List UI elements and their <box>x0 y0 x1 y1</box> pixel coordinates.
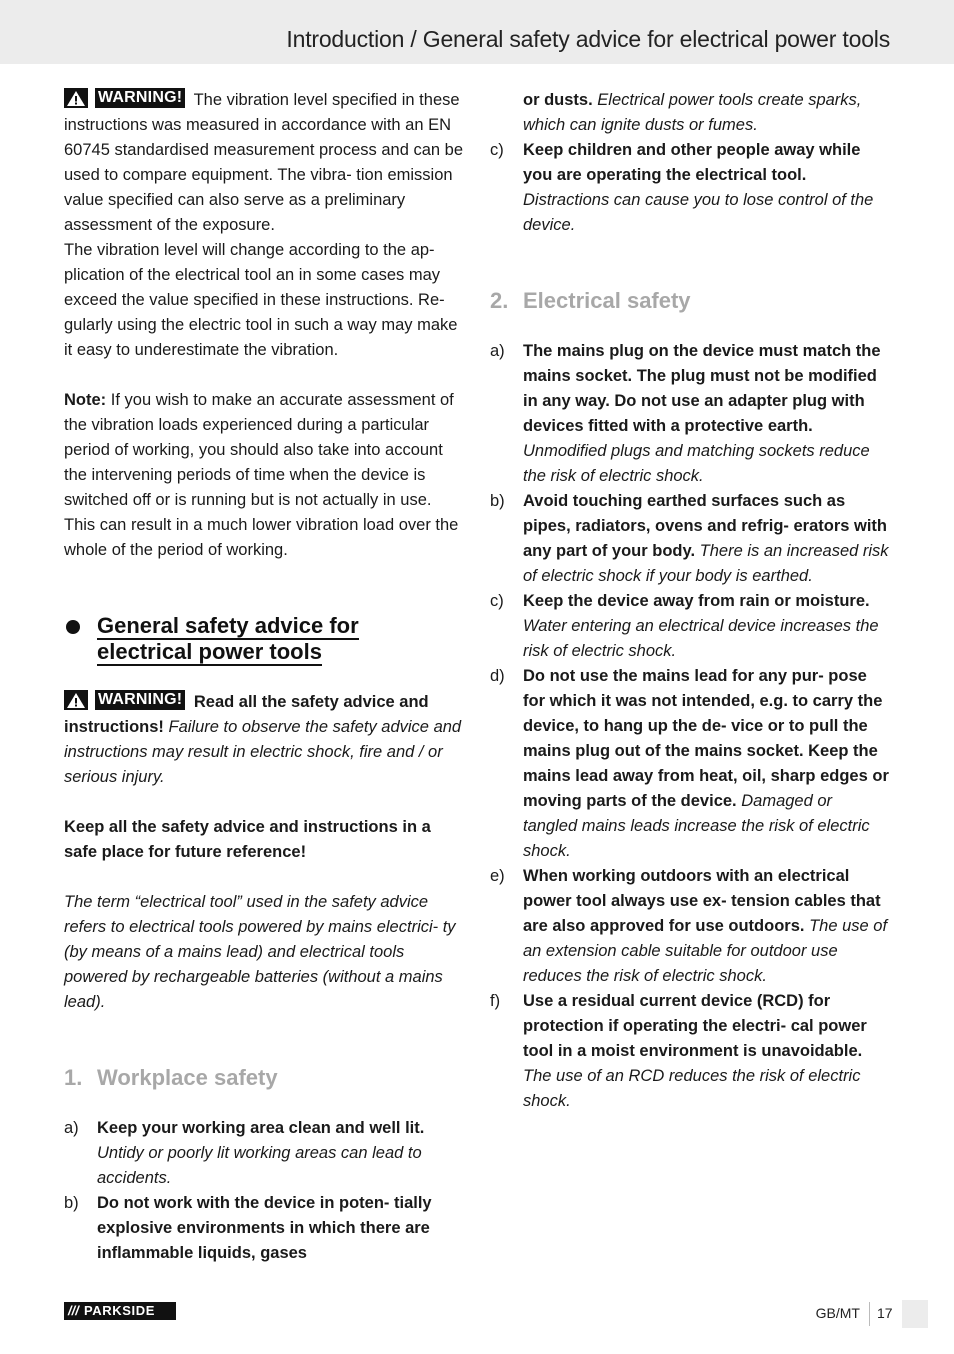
list-item-bold: When working outdoors with an electrical power tool always use ex- tension cables that are also approved for use outdoors. <box>523 867 881 935</box>
list-item-italic: Unmodified plugs and matching sockets reduce the risk of electric shock. <box>523 442 870 485</box>
list-item-label: b) <box>64 1194 79 1212</box>
list-item-italic: Untidy or poorly lit working areas can lead to accidents. <box>97 1144 422 1187</box>
list-item-bold: Do not use the mains lead for any pur- pose for which it was not intended, e.g. to carry the device, to hang up the de- vice or to pull the mains plug out of the mains socket. Keep the mains lead away from heat, oil, sharp edges or moving parts of the device. <box>523 667 889 810</box>
warning-badge <box>64 690 185 710</box>
list-item-italic: Water entering an electrical device increases the risk of electric shock. <box>523 617 879 660</box>
list-item-bold: Keep the device away from rain or moisture. <box>523 592 870 610</box>
list-item-italic: The use of an RCD reduces the risk of electric shock. <box>523 1067 861 1110</box>
list-item-italic: Electrical power tools create sparks, which can ignite dusts or fumes. <box>523 91 862 134</box>
heading-electrical-safety <box>490 288 890 314</box>
list-item-label: c) <box>490 141 504 159</box>
list-item-bold: Use a residual current device (RCD) for protection if operating the electri- cal power tool in a moist environment is unavoidable. <box>523 992 867 1060</box>
heading-number: 2. <box>490 288 509 313</box>
list-item-italic: There is an increased risk of electric shock if your body is earthed. <box>523 542 889 585</box>
list-item-bold: Keep children and other people away while you are operating the electrical tool. <box>523 141 861 184</box>
language-code: GB/MT <box>815 1305 860 1321</box>
warning-triangle-icon <box>64 88 88 108</box>
list-item-italic: Damaged or tangled mains leads increase the risk of electric shock. <box>523 792 870 860</box>
bullet-icon <box>66 620 80 634</box>
list-item-bold: Avoid touching earthed surfaces such as pipes, radiators, ovens and refrig- erators with any part of your body. <box>523 492 888 560</box>
section-heading-general-safety <box>64 613 464 665</box>
list-item <box>490 489 890 589</box>
list-item-label: f) <box>490 992 501 1010</box>
list-item-bold: Keep your working area clean and well lit. <box>97 1119 425 1137</box>
list-item-label: a) <box>490 342 505 360</box>
list-item-italic: Distractions can cause you to lose control of the device. <box>523 191 874 234</box>
section-heading-line2: electrical power tools <box>97 639 322 664</box>
term-definition-paragraph: The term “electrical tool” used in the safety advice refers to electrical tools powered by mains electrici- ty (by means of a mains lead) and electrical tools powered by rechargeable batteries (without a mains lead). <box>64 893 456 1011</box>
note-paragraph <box>64 388 464 563</box>
list-item <box>490 339 890 489</box>
list-item-label: b) <box>490 492 505 510</box>
list-item-bold: The mains plug on the device must match the mains socket. The plug must not be modified in any way. Do not use an adapter plug with devices fitted with a protective earth. <box>523 342 881 435</box>
warning-badge <box>64 88 185 108</box>
warning-read-italic: Failure to observe the safety advice and instructions may result in electric shock, fire and / or serious injury. <box>64 718 462 786</box>
left-column <box>64 88 464 1266</box>
list-item <box>490 864 890 989</box>
warning-label: WARNING! <box>95 690 185 710</box>
list-item-italic: The use of an extension cable suitable for outdoor use reduces the risk of electric shock. <box>523 917 888 985</box>
list-item-label: d) <box>490 667 505 685</box>
page-title: Introduction / General safety advice for electrical power tools <box>286 26 890 52</box>
list-item <box>490 989 890 1114</box>
footer-divider <box>869 1302 870 1326</box>
list-item-bold: or dusts. <box>523 91 593 109</box>
logo-slashes: /// <box>68 1303 79 1318</box>
vibration-paragraph <box>64 88 464 238</box>
page-header <box>0 0 954 64</box>
list-item-label: c) <box>490 592 504 610</box>
heading-number: 1. <box>64 1065 83 1090</box>
list-item-label: a) <box>64 1119 79 1137</box>
right-column <box>490 88 890 1114</box>
footer-tab-marker <box>902 1300 928 1328</box>
heading-text: Electrical safety <box>523 288 691 313</box>
keep-instructions-paragraph: Keep all the safety advice and instructions in a safe place for future reference! <box>64 818 431 861</box>
heading-text: Workplace safety <box>97 1065 278 1090</box>
list-item <box>490 589 890 664</box>
vibration-text: The vibration level specified in these instructions was measured in accordance with an EN 60745 standardised measurement process and can be used to compare equipment. The vibra- tion emission value specified can also serve as a preliminary assessment of the exposure. <box>64 91 464 234</box>
parkside-logo <box>64 1302 176 1320</box>
warning-read-paragraph <box>64 690 464 790</box>
note-label: Note: <box>64 391 107 409</box>
page-number: 17 <box>877 1305 893 1321</box>
list-item <box>64 1116 464 1191</box>
note-text: If you wish to make an accurate assessment of the vibration loads experienced during a particular period of working, you should also take into account the intervening periods of time when the device is switched off or is running but is not actually in use. This can result in a much lower vibration load over the whole of the period of working. <box>64 391 459 559</box>
warning-triangle-icon <box>64 690 88 710</box>
heading-workplace-safety <box>64 1065 464 1091</box>
list-item <box>490 138 890 238</box>
list-item <box>64 1191 464 1266</box>
warning-read-bold: Read all the safety advice and instructions! <box>64 693 429 736</box>
list-item-bold: Do not work with the device in poten- tially explosive environments in which there are inflammable liquids, gases <box>97 1194 432 1262</box>
list-item <box>490 664 890 864</box>
warning-label: WARNING! <box>95 88 185 108</box>
list-item-continued <box>490 88 890 138</box>
vibration-change-paragraph: The vibration level will change according to the ap- plication of the electrical tool an in some cases may exceed the value specified in these instructions. Re- gularly using the electric tool in such a way may make it easy to underestimate the vibration. <box>64 241 458 359</box>
section-heading-line1: General safety advice for <box>97 613 359 638</box>
list-item-label: e) <box>490 867 505 885</box>
logo-text: PARKSIDE <box>84 1303 156 1318</box>
